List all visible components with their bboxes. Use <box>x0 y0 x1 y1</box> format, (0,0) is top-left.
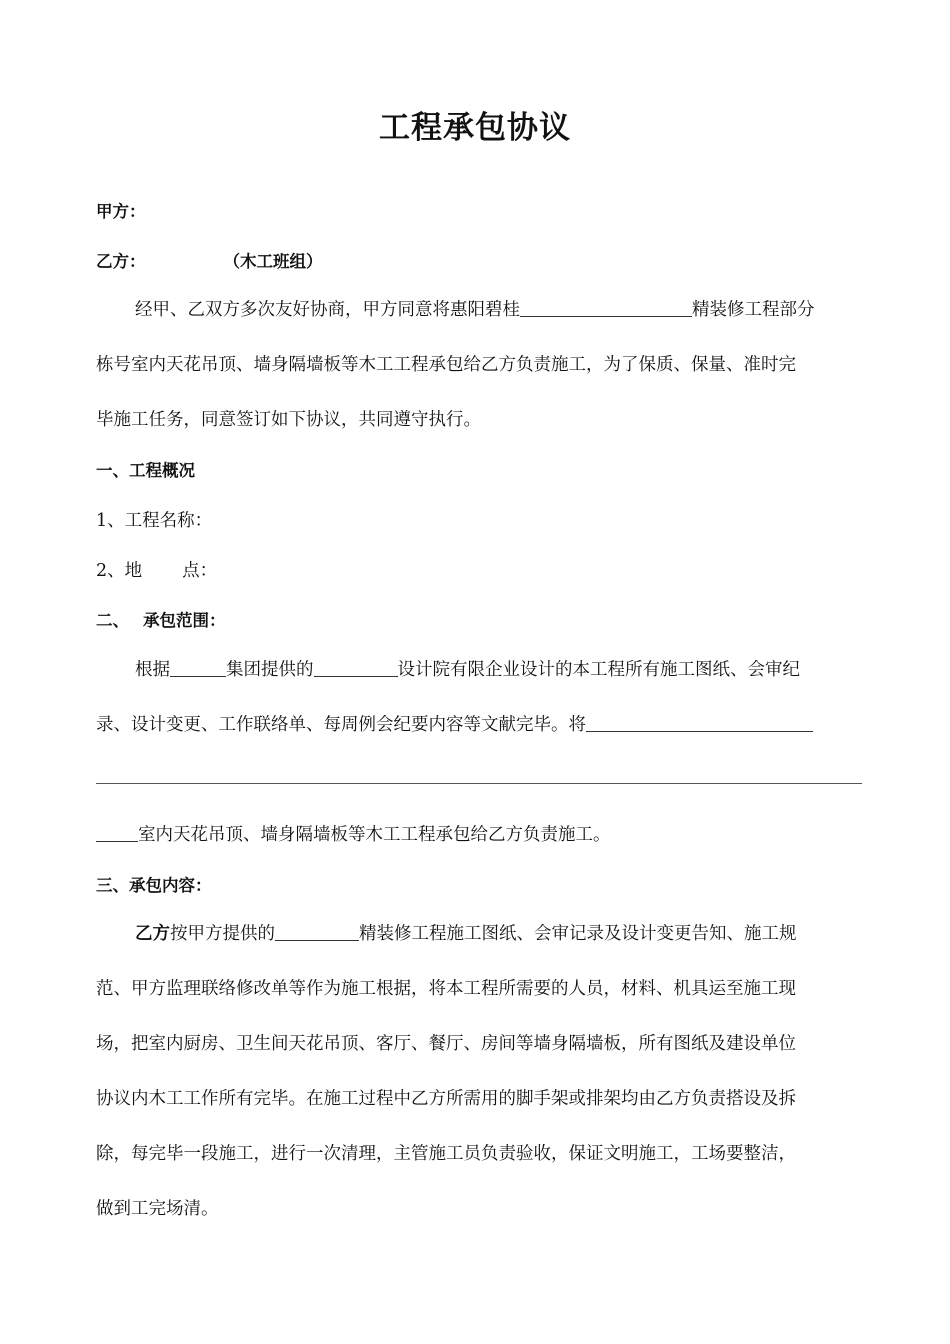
section3-line-6: 做到工完场清。 <box>96 1199 219 1219</box>
s2-text-b: 集团提供的 <box>226 660 314 680</box>
s3-text-b: 精装修工程施工图纸、会审记录及设计变更告知、施工规 <box>359 924 797 944</box>
item2-text-a: 2、地 <box>96 561 143 581</box>
party-b-label: 乙方： <box>96 252 146 271</box>
section2-line-4 <box>96 821 611 846</box>
intro-line-1 <box>135 296 815 321</box>
section3-line-5: 除，每完毕一段施工，进行一次清理，主管施工员负责验收，保证文明施工，工场要整洁， <box>96 1144 796 1164</box>
section3-line-2: 范、甲方监理联络修改单等作为施工根据，将本工程所需要的人员，材料、机具运至施工现 <box>96 979 796 999</box>
section3-line-4: 协议内木工工作所有完毕。在施工过程中乙方所需用的脚手架或排架均由乙方负责搭设及拆 <box>96 1089 796 1109</box>
section2-text: 承包范围： <box>143 611 226 630</box>
section2-heading <box>96 607 226 631</box>
s2-text-c: 设计院有限企业设计的本工程所有施工图纸、会审纪 <box>397 660 800 680</box>
document-title: 工程承包协议 <box>379 110 571 146</box>
section1-heading: 一、工程概况 <box>96 461 195 480</box>
section3-line-3: 场，把室内厨房、卫生间天花吊顶、客厅、餐厅、房间等墙身隔墙板，所有图纸及建设单位 <box>96 1034 796 1054</box>
section2-line-2 <box>96 711 813 736</box>
blank-drawings <box>275 939 359 941</box>
intro-text-b: 精装修工程部分 <box>692 300 815 320</box>
party-b-team: （木工班组） <box>223 252 323 271</box>
blank-scope-line <box>96 783 862 784</box>
party-b-line <box>96 248 323 272</box>
party-a-label: 甲方： <box>96 202 146 221</box>
blank-project-name <box>520 315 692 317</box>
s2-text-l4: 室内天花吊顶、墙身隔墙板等木工工程承包给乙方负责施工。 <box>138 825 611 845</box>
s2-text-a: 根据 <box>135 660 170 680</box>
blank-group <box>170 675 226 677</box>
intro-text-a: 经甲、乙双方多次友好协商，甲方同意将惠阳碧桂 <box>135 300 520 320</box>
blank-design-institute <box>314 675 398 677</box>
blank-scope-2 <box>96 840 138 842</box>
intro-line-2: 栋号室内天花吊顶、墙身隔墙板等木工工程承包给乙方负责施工，为了保质、保量、准时完 <box>96 355 796 375</box>
section1-item2 <box>96 557 217 582</box>
section2-line-1 <box>135 656 800 681</box>
section1-item1: 1、工程名称： <box>96 511 213 531</box>
s3-text-a: 按甲方提供的 <box>170 924 275 944</box>
item2-text-b: 点： <box>182 561 218 581</box>
section3-heading: 三、承包内容： <box>96 876 212 895</box>
intro-line-3: 毕施工任务，同意签订如下协议，共同遵守执行。 <box>96 410 481 430</box>
s2-text-l2: 录、设计变更、工作联络单、每周例会纪要内容等文献完毕。将 <box>96 715 586 735</box>
blank-scope-1 <box>586 730 813 732</box>
section3-line-1 <box>135 920 797 945</box>
section2-num: 二、 <box>96 611 129 630</box>
party-b-bold: 乙方 <box>135 924 170 944</box>
